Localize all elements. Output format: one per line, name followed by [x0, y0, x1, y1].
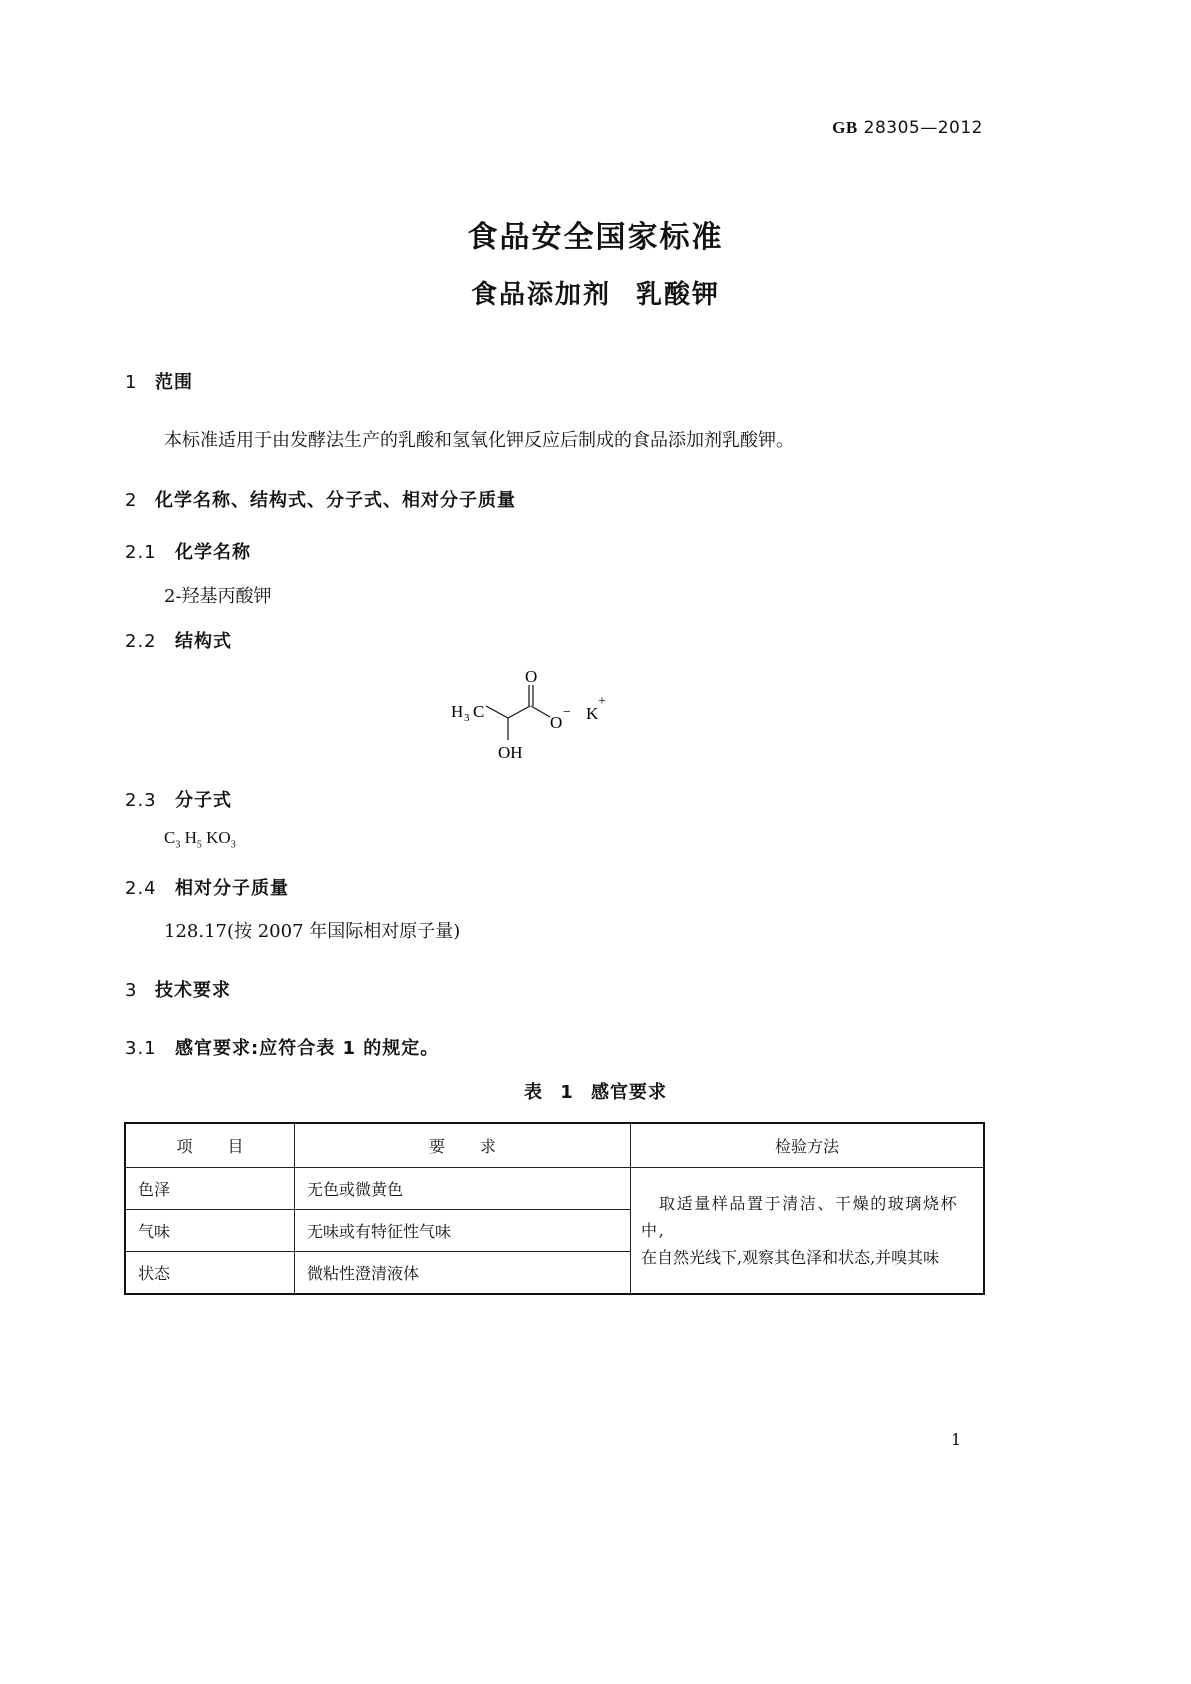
section-title: 结构式: [175, 631, 232, 652]
section-number: 3: [125, 980, 138, 1001]
document-title: 食品安全国家标准: [467, 220, 724, 255]
section-title: 化学名称: [175, 542, 251, 563]
section-title: 感官要求:应符合表 1 的规定。: [175, 1038, 440, 1059]
section-number: 2.3: [125, 790, 157, 811]
section-title: 技术要求: [155, 980, 231, 1001]
bond-c2-c3: [508, 706, 530, 718]
section-title: 范围: [155, 372, 193, 393]
formula-o-sub: 3: [230, 839, 236, 851]
section-number: 2: [125, 490, 138, 511]
section-2-2-heading: [125, 627, 232, 653]
standard-prefix: GB: [832, 118, 858, 137]
section-title: 相对分子质量: [175, 878, 289, 899]
structural-formula: [440, 660, 640, 770]
molecular-mass: 128.17(按 2007 年国际相对原子量): [164, 921, 461, 942]
row-item: 色泽: [125, 1168, 295, 1210]
section-number: 1: [125, 372, 138, 393]
chemical-name: 2-羟基丙酸钾: [164, 586, 272, 607]
section-2-3-heading: [125, 786, 232, 812]
section-2-4-heading: [125, 874, 289, 900]
potassium: K: [586, 704, 599, 723]
bond-c1-c2: [486, 706, 508, 718]
row-item: 状态: [125, 1252, 295, 1295]
section-3-heading: [125, 976, 231, 1002]
negative-charge: −: [563, 705, 571, 720]
section-title: 化学名称、结构式、分子式、相对分子质量: [155, 490, 516, 511]
formula-c: C: [164, 828, 176, 847]
page-number: 1: [951, 1430, 962, 1449]
bond-c3-o: [531, 706, 550, 717]
section-number: 2.4: [125, 878, 157, 899]
test-method-cell: [631, 1168, 985, 1295]
method-line-1: 取适量样品置于清洁、干燥的玻璃烧杯中,: [641, 1194, 959, 1240]
carbonyl-oxygen: O: [525, 667, 538, 686]
row-item: 气味: [125, 1210, 295, 1252]
standard-code: 28305—2012: [863, 118, 983, 138]
table-header-row: [125, 1123, 984, 1168]
h3c-c: C: [473, 702, 485, 721]
h3c-sub: 3: [464, 712, 470, 724]
formula-h-sub: 5: [196, 839, 202, 851]
method-line-2: 在自然光线下,观察其色泽和状态,并嗅其味: [641, 1248, 940, 1267]
standard-number: [832, 118, 983, 138]
h3c-h: H: [451, 702, 464, 721]
section-number: 3.1: [125, 1038, 157, 1059]
formula-h: H: [184, 828, 197, 847]
row-requirement: 无味或有特征性气味: [295, 1210, 631, 1252]
section-number: 2.2: [125, 631, 157, 652]
section-number: 2.1: [125, 542, 157, 563]
section-2-1-heading: [125, 538, 251, 564]
section-1-heading: [125, 368, 193, 394]
header-requirement: 要 求: [295, 1123, 631, 1168]
positive-charge: +: [598, 694, 606, 709]
sensory-table: [124, 1122, 985, 1295]
section-title: 分子式: [175, 790, 232, 811]
formula-c-sub: 3: [175, 839, 181, 851]
row-requirement: 无色或微黄色: [295, 1168, 631, 1210]
table-caption: 表 1 感官要求: [523, 1082, 668, 1103]
header-item: 项 目: [125, 1123, 295, 1168]
carboxylate-oxygen: O: [550, 713, 563, 732]
section-1-text: 本标准适用于由发酵法生产的乳酸和氢氧化钾反应后制成的食品添加剂乳酸钾。: [164, 430, 794, 451]
section-2-heading: [125, 486, 516, 512]
row-requirement: 微粘性澄清液体: [295, 1252, 631, 1295]
formula-ko: KO: [206, 828, 231, 847]
header-method: 检验方法: [631, 1123, 985, 1168]
molecular-formula: [164, 828, 236, 850]
hydroxyl: OH: [498, 743, 523, 762]
document-subtitle: 食品添加剂 乳酸钾: [470, 280, 721, 310]
section-3-1-heading: [125, 1034, 439, 1060]
table-row: [125, 1168, 984, 1210]
